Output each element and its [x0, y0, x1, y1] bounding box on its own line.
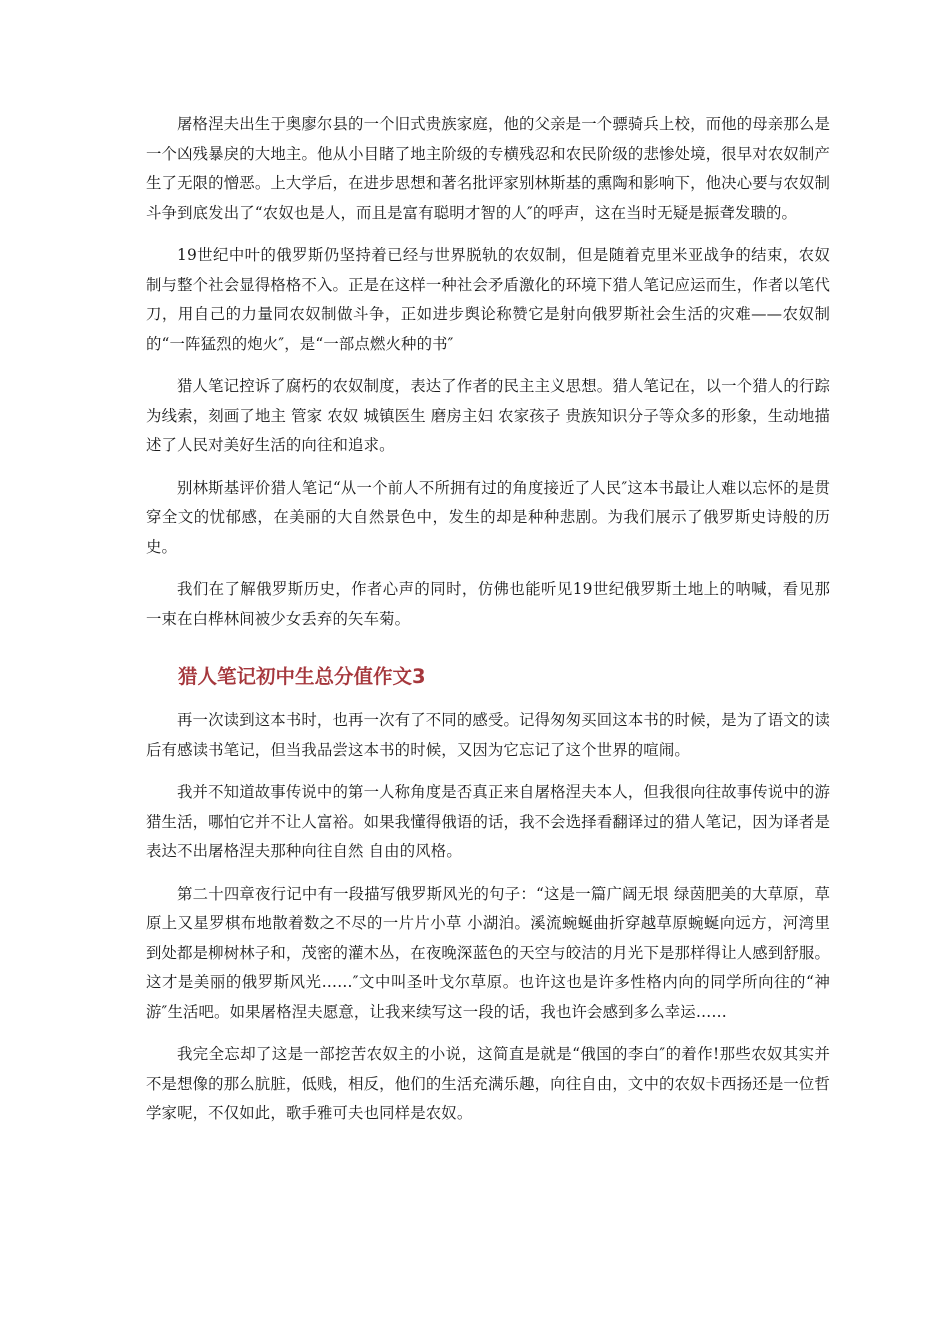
- paragraph-russian-history: 我们在了解俄罗斯历史，作者心声的同时，仿佛也能听见19世纪俄罗斯土地上的呐喊，看见那一束在白桦林间被少女丢弃的矢车菊。: [146, 580, 830, 628]
- paragraph-belinsky-review: 别林斯基评价猎人笔记“从一个前人不所拥有过的角度接近了人民″这本书最让人难以忘怀的是贯穿全文的忧郁感，在美丽的大自然景色中，发生的却是种种悲剧。为我们展示了俄罗斯史诗般的历史。: [146, 478, 830, 556]
- paragraph-serfdom-19th-century: 19世纪中叶的俄罗斯仍坚持着已经与世界脱轨的农奴制，但是随着克里米亚战争的结束，农奴制与整个社会显得格格不入。正是在这样一种社会矛盾激化的环境下猎人笔记应运而生，作者以笔代刀，用自己的力量同农奴制做斗争，正如进步舆论称赞它是射向俄罗斯社会生活的灾难——农奴制的“一阵猛烈的炮火″，是“一部点燃火种的书″: [146, 246, 830, 353]
- paragraph-turgenev-family: 屠格涅夫出生于奥廖尔县的一个旧式贵族家庭，他的父亲是一个骠骑兵上校，而他的母亲那么是一个凶残暴戾的大地主。他从小目睹了地主阶级的专横残忍和农民阶级的悲惨处境，很早对农奴制产生了无限的憎恶。上大学后，在进步思想和著名批评家别林斯基的熏陶和影响下，他决心要与农奴制斗争到底发出了“农奴也是人，而且是富有聪明才智的人″的呼声，这在当时无疑是振聋发聩的。: [146, 115, 830, 222]
- paragraph-democratic-ideas: 猎人笔记控诉了腐朽的农奴制度，表达了作者的民主主义思想。猎人笔记在，以一个猎人的行踪为线索，刻画了地主 管家 农奴 城镇医生 磨房主妇 农家孩子 贵族知识分子等众多的形象，生动地描述了人民对美好生活的向往和追求。: [146, 377, 830, 454]
- section-heading: 猎人笔记初中生总分值作文3: [178, 665, 426, 688]
- paragraph-serfs-life: 我完全忘却了这是一部挖苦农奴主的小说，这简直是就是“俄国的李白″的着作!那些农奴其实并不是想像的那么肮脏，低贱，相反，他们的生活充满乐趣，向往自由，文中的农奴卡西扬还是一位哲学家呢，不仅如此，歌手雅可夫也同样是农奴。: [146, 1045, 830, 1122]
- document-page: [146, 110, 830, 1142]
- paragraph-reread: 再一次读到这本书时，也再一次有了不同的感受。记得匆匆买回这本书的时候，是为了语文的读后有感读书笔记，但当我品尝这本书的时候，又因为它忘记了这个世界的喧闹。: [146, 711, 830, 759]
- paragraph-first-person: 我并不知道故事传说中的第一人称角度是否真正来自屠格涅夫本人，但我很向往故事传说中的游猎生活，哪怕它并不让人富裕。如果我懂得俄语的话，我不会选择看翻译过的猎人笔记，因为译者是表达不出屠格涅夫那种向往自然 自由的风格。: [146, 783, 830, 860]
- paragraph-chapter-24: 第二十四章夜行记中有一段描写俄罗斯风光的句子：“这是一篇广阔无垠 绿茵肥美的大草原，草原上又星罗棋布地散着数之不尽的一片片小草 小湖泊。溪流蜿蜒曲折穿越草原蜿蜒向远方，河湾里到处都是柳树林子和，茂密的灌木丛，在夜晚深蓝色的天空与皎洁的月光下是那样得让人感到舒服。这才是美丽的俄罗斯风光……″文中叫圣叶戈尔草原。也许这也是许多性格内向的同学所向往的“神游″生活吧。如果屠格涅夫愿意，让我来续写这一段的话，我也许会感到多么幸运……: [146, 884, 830, 1021]
